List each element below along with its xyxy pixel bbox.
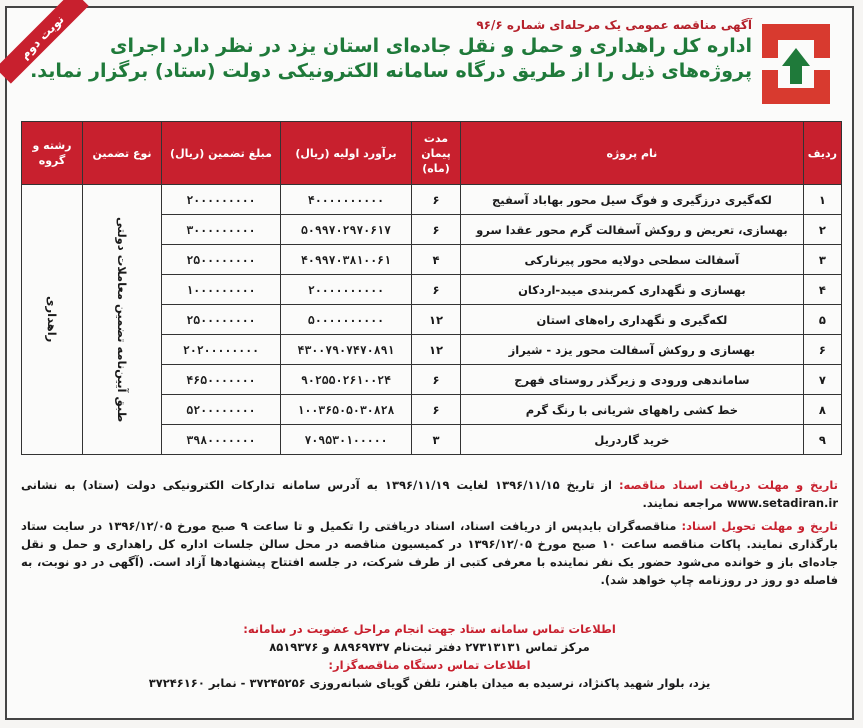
project-name-cell: بهسازی و نگهداری کمربندی میبد-اردکان: [462, 275, 805, 305]
header-estimate: برآورد اولیه (ریال): [282, 122, 413, 185]
row-number-cell: ۴: [804, 275, 842, 305]
ministry-logo-icon: [759, 18, 835, 110]
row-number-cell: ۹: [804, 425, 842, 455]
duration-cell: ۴: [413, 245, 462, 275]
row-number-cell: ۶: [804, 335, 842, 365]
guarantee-cell: ۵۲۰۰۰۰۰۰۰۰: [163, 395, 282, 425]
row-number-cell: ۷: [804, 365, 842, 395]
estimate-cell: ۴۳۰۰۷۹۰۷۴۷۰۸۹۱: [282, 335, 413, 365]
guarantee-cell: ۲۰۰۰۰۰۰۰۰۰: [163, 185, 282, 215]
estimate-cell: ۲۰۰۰۰۰۰۰۰۰۰: [282, 275, 413, 305]
project-name-cell: بهسازی، تعریض و روکش آسفالت گرم محور عقدا سرو: [462, 215, 805, 245]
delivery-label: تاریخ و مهلت تحویل اسناد:: [682, 519, 839, 533]
row-number-cell: ۲: [804, 215, 842, 245]
estimate-cell: ۹۰۲۵۵۰۲۶۱۰۰۲۴: [282, 365, 413, 395]
project-name-cell: خط کشی راههای شریانی با رنگ گرم: [462, 395, 805, 425]
guarantee-cell: ۲۰۲۰۰۰۰۰۰۰۰: [163, 335, 282, 365]
estimate-cell: ۵۰۰۰۰۰۰۰۰۰۰: [282, 305, 413, 335]
projects-table: [22, 121, 843, 455]
setad-contact-title: اطلاعات تماس سامانه ستاد جهت انجام مراحل عضویت در سامانه:: [244, 622, 617, 636]
receipt-paragraph: [22, 476, 839, 512]
project-name-cell: ساماندهی ورودی و زیرگذر روستای فهرج: [462, 365, 805, 395]
row-number-cell: ۳: [804, 245, 842, 275]
field-group-cell: راهداری: [23, 185, 84, 455]
guarantee-cell: ۳۰۰۰۰۰۰۰۰۰: [163, 215, 282, 245]
organizer-contact-text: یزد، بلوار شهید پاکنژاد، نرسیده به میدان باهنر، تلفن گویای شبانه‌روزی ۳۷۲۴۵۲۵۶ - نمابر ۳۷۲۴۶۱۶۰: [149, 676, 712, 690]
guarantee-cell: ۲۵۰۰۰۰۰۰۰۰: [163, 245, 282, 275]
duration-cell: ۶: [413, 185, 462, 215]
duration-cell: ۶: [413, 365, 462, 395]
table-header-row: [23, 122, 843, 185]
estimate-cell: ۷۰۹۵۳۰۱۰۰۰۰۰: [282, 425, 413, 455]
estimate-cell: ۴۰۹۹۷۰۳۸۱۰۰۶۱: [282, 245, 413, 275]
ribbon-badge: نوبت دوم: [0, 0, 90, 84]
guarantee-cell: ۴۶۵۰۰۰۰۰۰۰: [163, 365, 282, 395]
header: [22, 18, 753, 84]
estimate-cell: ۱۰۰۳۶۵۰۵۰۳۰۸۲۸: [282, 395, 413, 425]
setad-link[interactable]: www.setadiran.ir: [727, 496, 839, 510]
estimate-cell: ۵۰۹۹۷۰۲۹۷۰۶۱۷: [282, 215, 413, 245]
project-name-cell: بهسازی و روکش آسفالت محور یزد - شیراز: [462, 335, 805, 365]
organizer-contact-title: اطلاعات تماس دستگاه مناقصه‌گزار:: [329, 658, 532, 672]
header-guarantee-type: نوع تضمین: [84, 122, 163, 185]
guarantee-cell: ۳۹۸۰۰۰۰۰۰۰: [163, 425, 282, 455]
header-project-name: نام پروژه: [462, 122, 805, 185]
header-duration: مدت پیمان (ماه): [413, 122, 462, 185]
advertisement-frame: [6, 6, 855, 720]
guarantee-cell: ۱۰۰۰۰۰۰۰۰۰: [163, 275, 282, 305]
duration-cell: ۱۲: [413, 335, 462, 365]
guarantee-cell: ۲۵۰۰۰۰۰۰۰۰: [163, 305, 282, 335]
delivery-text: مناقصه‌گران بایدپس از دریافت اسناد، اسناد دریافتی را تکمیل و تا ساعت ۹ صبح مورخ ۱۳۹۶/۱۲/۰۵ در سایت ستاد بارگذاری نمایند. پاکات مناقصه ساعت ۱۰ صبح مورخ ۱۳۹۶/۱۲/۰۵ در کمیسیون مناقصه در محل سالن جلسات اداره کل راهداری و حمل و نقل جاده‌ای باز و خوانده می‌شود حضور یک نفر نماینده با معرفی کتبی از طرف شرکت، در جلسه افتتاح پیشنهادها آزاد است. (آگهی در دو نوبت، به فاصله دو روز در روزنامه چاپ خواهد شد).: [22, 519, 839, 587]
duration-cell: ۶: [413, 215, 462, 245]
header-field-group: رشته و گروه: [23, 122, 84, 185]
row-number-cell: ۱: [804, 185, 842, 215]
project-name-cell: خرید گاردریل: [462, 425, 805, 455]
guarantee-type-cell: طبق آیین‌نامه تضمین معاملات دولتی: [84, 185, 163, 455]
receipt-text: از تاریخ ۱۳۹۶/۱۱/۱۵ لغایت ۱۳۹۶/۱۱/۱۹ به آدرس سامانه تدارکات الکترونیکی دولت (ستاد) به نشانی: [22, 478, 620, 492]
setad-contact: [22, 620, 839, 692]
row-number-cell: ۵: [804, 305, 842, 335]
row-number-cell: ۸: [804, 395, 842, 425]
receipt-tail: مراجعه نمایند.: [643, 496, 728, 510]
duration-cell: ۶: [413, 395, 462, 425]
header-guarantee: مبلغ تضمین (ریال): [163, 122, 282, 185]
delivery-paragraph: [22, 517, 839, 589]
project-name-cell: لکه‌گیری و نگهداری راه‌های استان: [462, 305, 805, 335]
header-row-number: ردیف: [804, 122, 842, 185]
page-title: اداره کل راهداری و حمل و نقل جاده‌ای استان یزد در نظر دارد اجرای پروژه‌های ذیل را از طریق درگاه سامانه الکترونیکی دولت (ستاد) برگزار نماید.: [31, 35, 753, 82]
estimate-cell: ۴۰۰۰۰۰۰۰۰۰۰: [282, 185, 413, 215]
duration-cell: ۶: [413, 275, 462, 305]
project-name-cell: آسفالت سطحی دولایه محور پیرنارکی: [462, 245, 805, 275]
duration-cell: ۱۲: [413, 305, 462, 335]
project-name-cell: لکه‌گیری درزگیری و فوگ سیل محور بهاباد آسفیج: [462, 185, 805, 215]
notice-number: آگهی مناقصه عمومی یک مرحله‌ای شماره ۹۶/۶: [477, 18, 753, 32]
setad-contact-text: مرکز تماس ۲۷۳۱۳۱۳۱ دفتر ثبت‌نام ۸۸۹۶۹۷۳۷ و ۸۵۱۹۳۷۶: [270, 640, 591, 654]
duration-cell: ۳: [413, 425, 462, 455]
receipt-label: تاریخ و مهلت دریافت اسناد مناقصه:: [619, 478, 839, 492]
table-row: [23, 185, 843, 215]
